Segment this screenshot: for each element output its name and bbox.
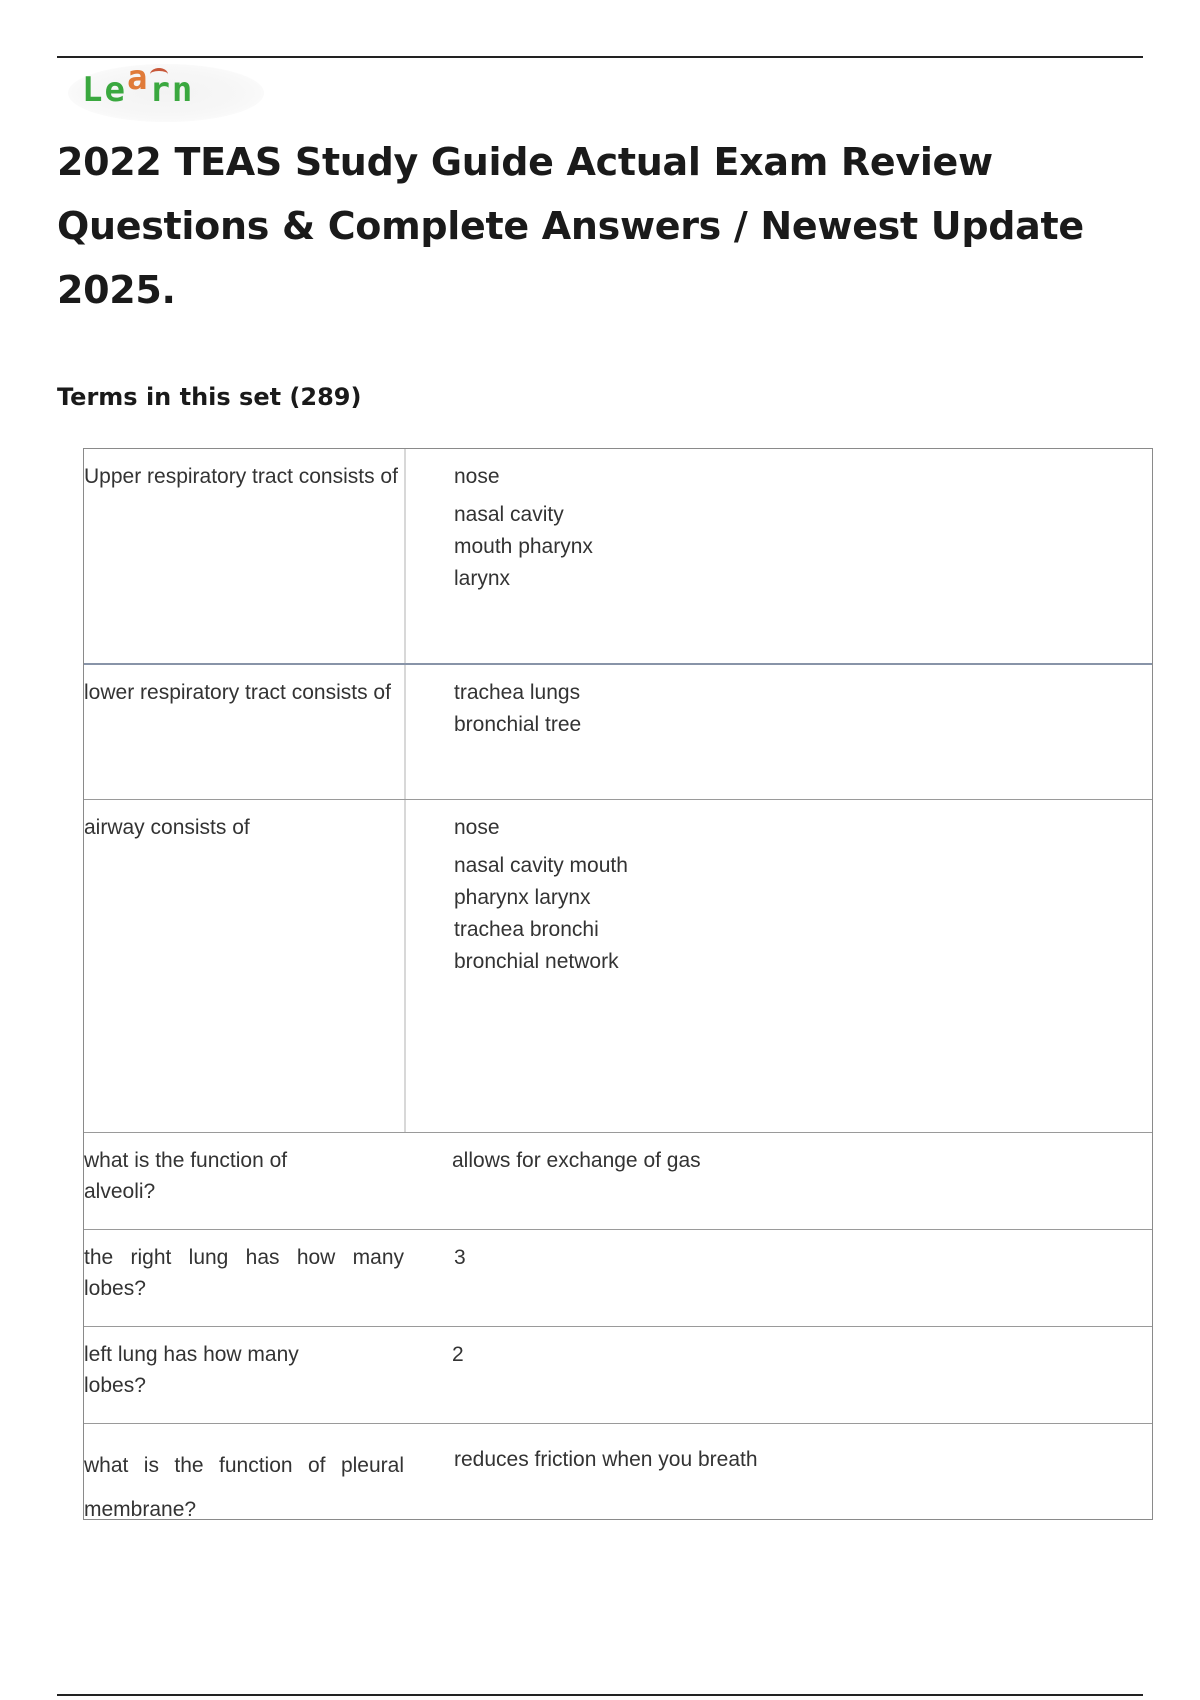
term-cell: what is the function of pleural membrane? [84, 1454, 404, 1521]
table-row [84, 449, 1152, 665]
table-row [84, 1424, 1152, 1519]
definition-line: pharynx larynx [454, 886, 591, 909]
definition-line: larynx [454, 567, 511, 590]
definition-line: bronchial tree [454, 713, 582, 736]
table-row [84, 1133, 1152, 1230]
table-row [84, 665, 1152, 800]
terms-count-heading: Terms in this set (289) [57, 383, 362, 411]
definition-cell [404, 1230, 1152, 1326]
term-cell: left lung has how many lobes? [84, 1343, 299, 1397]
definition-line: 2 [452, 1343, 464, 1366]
table-row [84, 1327, 1152, 1424]
definition-line: nasal cavity mouth [454, 854, 628, 877]
footer-rule [57, 1694, 1143, 1696]
table-row [84, 1230, 1152, 1327]
definition-cell [404, 1424, 1152, 1519]
definition-line: nose [454, 816, 500, 839]
definition-cell [406, 800, 1152, 1132]
terms-table [83, 448, 1153, 1520]
definition-cell [344, 1327, 1152, 1423]
definition-line: 3 [454, 1246, 466, 1269]
definition-line: nasal cavity [454, 503, 564, 526]
definition-cell [406, 665, 1152, 799]
term-cell: Upper respiratory tract consists of [84, 465, 398, 488]
term-cell: the right lung has how many lobes? [84, 1246, 404, 1300]
definition-line: reduces friction when you breath [454, 1448, 758, 1471]
learn-logo [68, 58, 264, 122]
definition-line: nose [454, 465, 500, 488]
definition-cell [406, 449, 1152, 663]
definition-line: trachea bronchi [454, 918, 599, 941]
definition-line: bronchial network [454, 950, 619, 973]
table-row [84, 800, 1152, 1133]
header-rule [57, 56, 1143, 58]
term-cell: airway consists of [84, 816, 250, 839]
document-title: 2022 TEAS Study Guide Actual Exam Review Questions & Complete Answers / Newest Update 2025. [57, 140, 1084, 312]
logo-wordmark: Learn [82, 58, 195, 110]
definition-cell [344, 1133, 1152, 1229]
term-cell: what is the function of alveoli? [84, 1149, 288, 1203]
term-cell: lower respiratory tract consists of [84, 681, 391, 704]
definition-line: trachea lungs [454, 681, 581, 704]
definition-line: mouth pharynx [454, 535, 593, 558]
definition-line: allows for exchange of gas [452, 1149, 701, 1172]
